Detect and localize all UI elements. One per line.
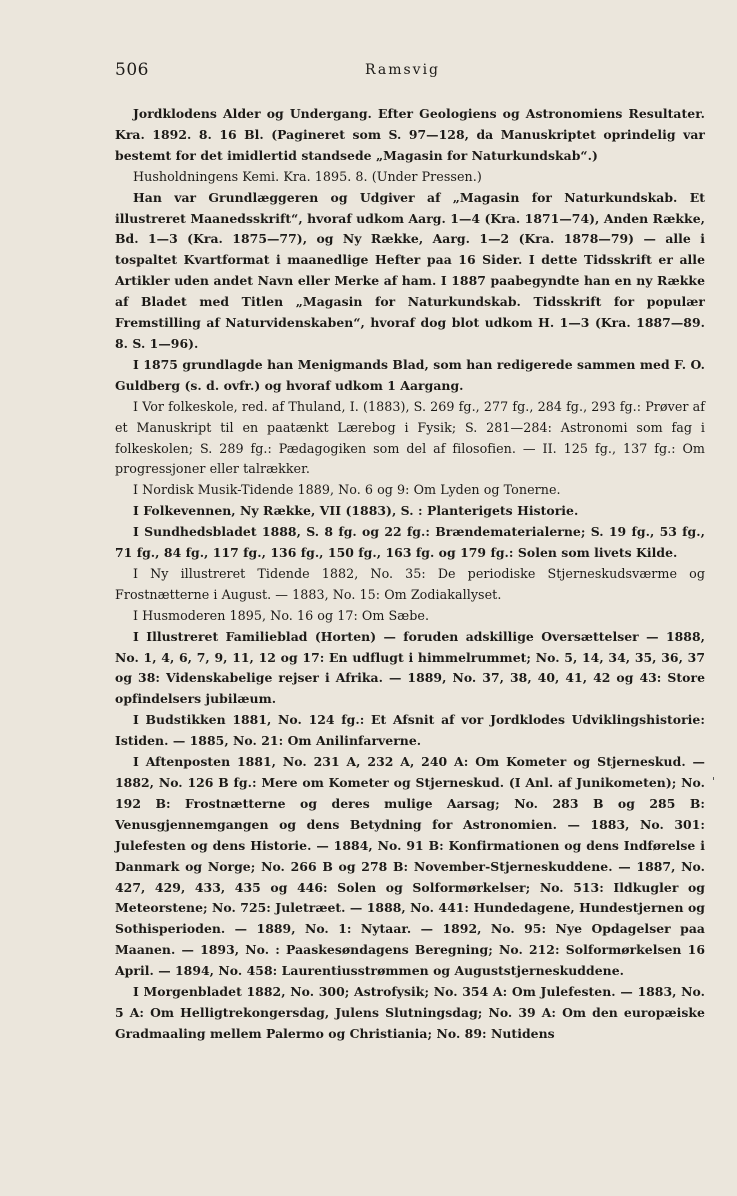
running-title: Ramsvig [365, 62, 441, 78]
running-header [115, 60, 701, 84]
entry-menigmands-blad: I 1875 grundlagde han Menigmands Blad, som han redigerede sammen med F. O. Guldberg (s. d. ovfr.) og hvoraf udkom 1 Aargang. [115, 356, 705, 393]
entry-vor-folkeskole: I Vor folkeskole, red. af Thuland, I. (1883), S. 269 fg., 277 fg., 284 fg., 293 fg.: Prøver af et Manuskript til en paatænkt Lærebog i Fysik; S. 281—284: Astronomi som fag i folkeskolen; S. 289 fg.: Pædagogiken som del af filosofien. — II. 125 fg., 137 fg.: Om progressjoner eller talrækker. [115, 398, 705, 477]
entry-budstikken: I Budstikken 1881, No. 124 fg.: Et Afsnit af vor Jordklodes Udviklingshistorie: Istiden. — 1885, No. 21: Om Anilinfarverne. [115, 712, 705, 749]
entry-illustreret-familieblad: I Illustreret Familieblad (Horten) — foruden adskillige Oversættelser — 1888, No. 1, 4, 6, 7, 9, 11, 12 og 17: En udflugt i himmelrummet; No. 5, 14, 34, 35, 36, 37 og 38: Videnskabelige rejser i Afrika. — 1889, No. 37, 38, 40, 41, 42 og 43: Store opfindelsers jubilæum. [115, 628, 705, 707]
entry-aftenposten: I Aftenposten 1881, No. 231 A, 232 A, 240 A: Om Kometer og Stjerneskud. — 1882, No. 126 B fg.: Mere om Kometer og Stjerneskud. (I Anl. af Junikometen); No. 192 B: Frostnætterne og deres mulige Aarsag; No. 283 B og 285 B: Venusgjennemgangen og dens Betydning for Astronomien. — 1883, No. 301: Julefesten og dens Historie. — 1884, No. 91 B: Konfirmationen og dens Indførelse i Danmark og Norge; No. 266 B og 278 B: November-Stjerneskuddene. — 1887, No. 427, 429, 433, 435 og 446: Solen og Solformørkelser; No. 513: Ildkugler og Meteorstene; No. 725: Juletræet. — 1888, No. 441: Hundedagene, Hundestjernen og Sothisperioden. — 1889, No. 1: Nytaar. — 1892, No. 95: Nye Opdagelser paa Maanen. — 1893, No. : Paaskesøndagens Beregning; No. 212: Solformørkelsen 16 April. — 1894, No. 458: Laurentiusstrømmen og Auguststjerneskuddene. [115, 754, 705, 979]
entry-husmoderen: I Husmoderen 1895, No. 16 og 17: Om Sæbe. [133, 607, 430, 623]
entry-jordklodens-alder: Jordklodens Alder og Undergang. Efter Geologiens og Astronomiens Resultater. Kra. 1892. 8. 16 Bl. (Pagineret som S. 97—128, da Manuskriptet oprindelig var bestemt for det imidlertid standsede „Magasin for Naturkundskab“.) [115, 106, 705, 163]
entry-ny-illustreret-tidende: I Ny illustreret Tidende 1882, No. 35: De periodiske Stjerneskudsværme og Frostnætterne i August. — 1883, No. 15: Om Zodiakallyset. [115, 565, 705, 602]
entry-husholdningens-kemi: Husholdningens Kemi. Kra. 1895. 8. (Under Pressen.) [133, 168, 482, 184]
bibliography-list [115, 104, 705, 1045]
entry-folkevennen: I Folkevennen, Ny Række, VII (1883), S. : Planterigets Historie. [133, 503, 579, 519]
entry-magasin-for-naturkundskab: Han var Grundlæggeren og Udgiver af „Magasin for Naturkundskab. Et illustreret Maanedsskrift“, hvoraf udkom Aarg. 1—4 (Kra. 1871—74), Anden Række, Bd. 1—3 (Kra. 1875—77), og Ny Række, Aarg. 1—2 (Kra. 1878—79) — alle i tospaltet Kvartformat i maanedlige Hefter paa 16 Sider. I dette Tidsskrift er alle Artikler uden andet Navn eller Merke af ham. I 1887 paabegyndte han en ny Række af Bladet med Titlen „Magasin for Naturkundskab. Tidsskrift for populær Fremstilling af Naturvidenskaben“, hvoraf dog blot udkom H. 1—3 (Kra. 1887—89. 8. S. 1—96). [115, 189, 705, 351]
page-number: 506 [115, 60, 149, 80]
entry-sundhedsbladet: I Sundhedsbladet 1888, S. 8 fg. og 22 fg.: Brændematerialerne; S. 19 fg., 53 fg., 71 fg., 84 fg., 117 fg., 136 fg., 150 fg., 163 fg. og 179 fg.: Solen som livets Kilde. [115, 524, 705, 561]
entry-morgenbladet: I Morgenbladet 1882, No. 300; Astrofysik; No. 354 A: Om Julefesten. — 1883, No. 5 A: Om Helligtrekongersdag, Julens Slutningsdag; No. 39 A: Om den europæiske Gradmaaling mellem Palermo og Christiania; No. 89: Nutidens [115, 984, 705, 1041]
margin-mark: ' [712, 775, 716, 788]
entry-nordisk-musik-tidende: I Nordisk Musik-Tidende 1889, No. 6 og 9: Om Lyden og Tonerne. [133, 482, 561, 498]
